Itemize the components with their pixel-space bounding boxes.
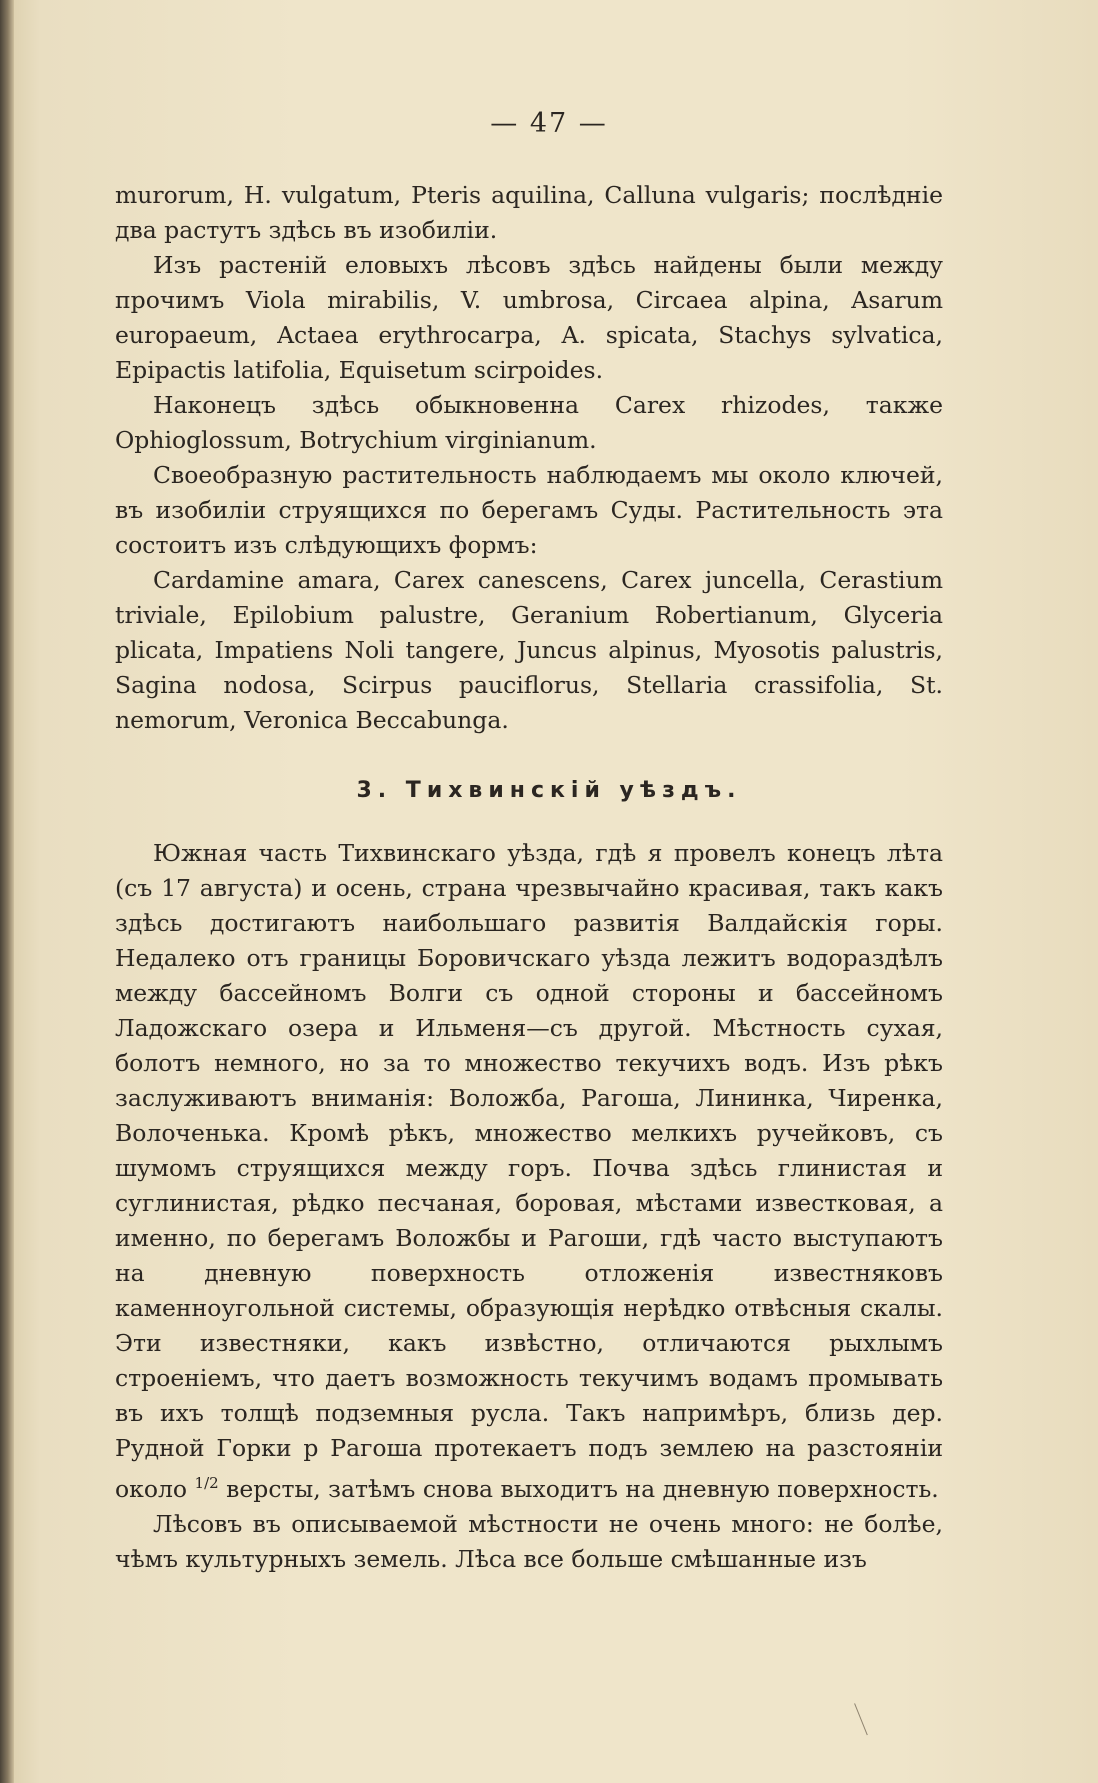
text-block-tikhvin: [115, 836, 943, 1577]
paragraph-tikhvin-description: [115, 836, 943, 1507]
section-heading-tikhvin: 3. Тихвинскій уѣздъ.: [356, 778, 742, 803]
tikhvin-text-main: Южная часть Тихвинскаго уѣзда, гдѣ я провелъ конецъ лѣта (съ 17 августа) и осень, страна чрезвычайно красивая, такъ какъ здѣсь достигаютъ наибольшаго развитія Валдайскія горы. Недалеко отъ границы Боровичскаго уѣзда лежитъ водораздѣлъ между бассейномъ Волги съ одной стороны и бассейномъ Ладожскаго озера и Ильменя—съ другой. Мѣстность сухая, болотъ немного, но за то множество текучихъ водъ. Изъ рѣкъ заслуживаютъ вниманія: Воложба, Рагоша, Лининка, Чиренка, Волоченька. Кромѣ рѣкъ, множество мелкихъ ручейковъ, съ шумомъ струящихся между горъ. Почва здѣсь глинистая и суглинистая, рѣдко песчаная, боровая, мѣстами известковая, а именно, по берегамъ Воложбы и Рагоши, гдѣ часто выступаютъ на дневную поверхность отложенія известняковъ каменноугольной системы, образующія нерѣдко отвѣсныя скалы. Эти известняки, какъ извѣстно, отличаются рыхлымъ строеніемъ, что даетъ возможность текучимъ водамъ промывать въ ихъ толщѣ подземныя русла. Такъ напримѣръ, близь дер. Рудной Горки р Рагоша протекаетъ подъ землею на разстояніи около: [115, 839, 943, 1503]
book-spine-shadow: [0, 0, 14, 1783]
page-number: — 47 —: [490, 108, 608, 139]
paragraph-species-continuation: murorum, H. vulgatum, Pteris aquilina, Calluna vulgaris; послѣдніе два растутъ здѣсь въ изобиліи.: [115, 181, 943, 244]
paragraph-forests: Лѣсовъ въ описываемой мѣстности не очень много: не болѣе, чѣмъ культурныхъ земель. Лѣса все больше смѣшанные изъ: [115, 1509, 943, 1573]
paragraph-springs-species-list: Cardamine amara, Carex canescens, Carex juncella, Cerastium triviale, Epilobium palustre, Geranium Robertianum, Glyceria plicata, Impatiens Noli tangere, Juncus alpinus, Myosotis palustris, Sagina nodosa, Scirpus pauciflorus, Stellaria crassifolia, St. nemorum, Veronica Beccabunga.: [115, 566, 943, 734]
tikhvin-text-end: версты, затѣмъ снова выходитъ на дневную поверхность.: [226, 1474, 939, 1503]
paragraph-carex-rhizodes: Наконецъ здѣсь обыкновенна Carex rhizodes, также Ophioglossum, Botrychium virginianum.: [115, 391, 943, 454]
pencil-mark: [854, 1699, 879, 1735]
paragraph-spruce-forest-plants: Изъ растеній еловыхъ лѣсовъ здѣсь найдены были между прочимъ Viola mirabilis, V. umbrosa, Circaea alpina, Asarum europaeum, Actaea erythrocarpa, A. spicata, Stachys sylvatica, Epipactis latifolia, Equisetum scirpoides.: [115, 251, 943, 384]
fraction-half: 1/2: [194, 1474, 219, 1492]
text-block-top: [115, 178, 943, 738]
paragraph-springs-vegetation: Своеобразную растительность наблюдаемъ мы около ключей, въ изобиліи струящихся по берегамъ Суды. Растительность эта состоитъ изъ слѣдующихъ формъ:: [115, 461, 943, 559]
